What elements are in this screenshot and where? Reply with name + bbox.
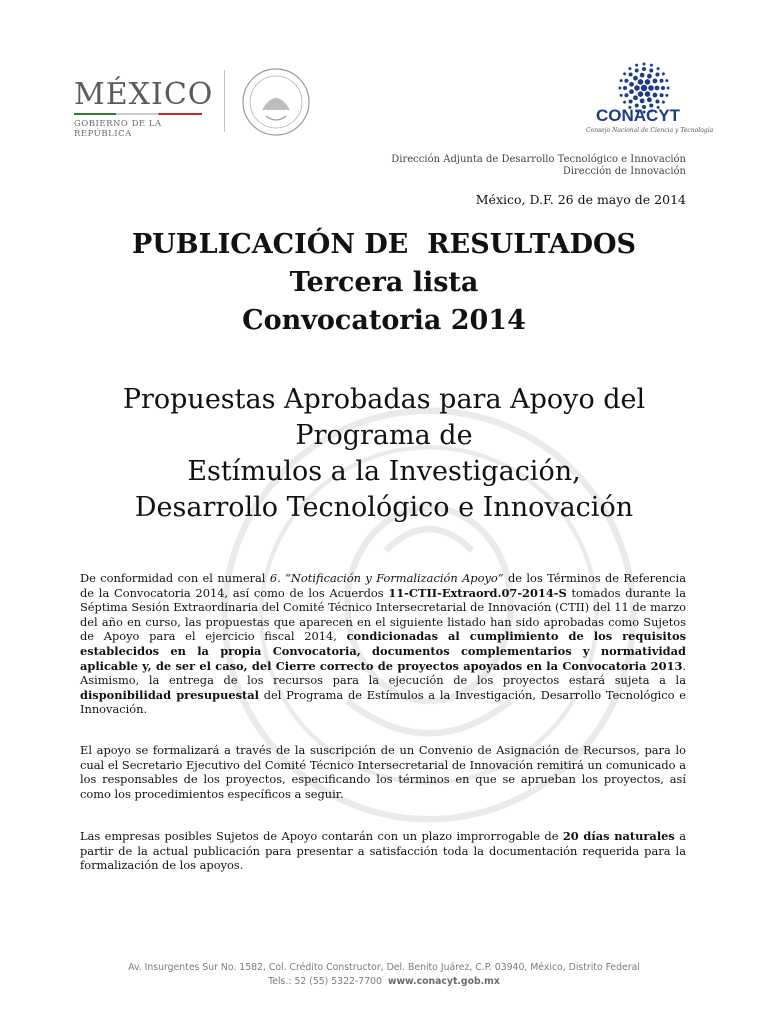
conacyt-logo-dot (642, 67, 646, 71)
p1-text-g: . Asimismo, la entrega de los recursos para la ejecución de los proyectos estará sujeta a la (80, 658, 686, 688)
conacyt-logo-dot (638, 79, 644, 85)
logo-divider (224, 70, 225, 132)
p1-text-a: De conformidad con el numeral (80, 571, 270, 585)
mexico-sub-label: GOBIERNO DE LA REPÚBLICA (74, 119, 162, 139)
conacyt-logo-dot (648, 85, 654, 91)
p1-text-i: del Programa de Estímulos a la Investigación, Desarrollo Tecnológico e Innovación. (80, 687, 686, 717)
document-subtitle (60, 382, 708, 526)
title-line-2: Tercera lista (289, 267, 479, 298)
conacyt-logo-dot (635, 64, 638, 67)
conacyt-logo-dot (624, 79, 628, 83)
conacyt-logo-dot (620, 94, 623, 97)
conacyt-logo-dot (662, 72, 665, 75)
conacyt-logo-dot (650, 64, 653, 67)
conacyt-logo-dot (653, 93, 658, 98)
conacyt-logo-dot (640, 98, 645, 103)
conacyt-logo-dot (660, 93, 664, 97)
directorate-line-1: Dirección Adjunta de Desarrollo Tecnológico e Innovación (391, 154, 686, 165)
conacyt-logo-dot (629, 82, 634, 87)
conacyt-sub-label: Consejo Nacional de Ciencia y Tecnología (586, 127, 714, 134)
conacyt-logo-dot (619, 87, 622, 90)
p1-numeral-reference: 6. “Notificación y Formalización Apoyo” (269, 571, 504, 585)
body-paragraph-2: El apoyo se formalizará a través de la suscripción de un Convenio de Asignación de Recursos, para lo cual el Secretario Ejecutivo del Comité Técnico Intersecretarial de Innovación remitirá un comunicado a los responsables de los proyectos, especificando los términos en que se aprueban los proyectos, así como los procedimientos específicos a seguir. (80, 743, 686, 801)
p3-deadline-bold: 20 días naturales (562, 829, 675, 843)
conacyt-logo-dot (633, 76, 638, 81)
conacyt-logo-dot (660, 79, 664, 83)
conacyt-logo-dot (655, 86, 660, 91)
conacyt-logo-dot (629, 89, 634, 94)
conacyt-logo-dot (655, 73, 659, 77)
conacyt-logo-dot (653, 79, 658, 84)
conacyt-logo-dot (641, 85, 647, 91)
p1-conditions-bold: condicionadas al cumplimiento de los requisitos establecidos en la propia Convocatoria, documentos complementarios y normatividad aplicable y, de ser el caso, del Cierre correcto de proyectos apoyados en la Convocatoria 2013 (80, 629, 686, 673)
p3-text-a: Las empresas posibles Sujetos de Apoyo contarán con un plazo improrrogable de (80, 829, 563, 843)
conacyt-logo-dot (665, 79, 668, 82)
footer-website-link[interactable]: www.conacyt.gob.mx (387, 976, 500, 987)
conacyt-logo-dot (647, 74, 652, 79)
subtitle-line-1: Propuestas Aprobadas para Apoyo del (122, 384, 646, 415)
p3-text-c: a partir de la actual publicación para presentar a satisfacción toda la documentación requerida para la formalización de los apoyos. (80, 829, 686, 873)
footer-contact (0, 976, 768, 987)
conacyt-logo-dot (647, 97, 652, 102)
p1-budget-bold: disponibilidad presupuestal (80, 687, 259, 702)
conacyt-logo-dot (655, 99, 659, 103)
conacyt-logo-dot (620, 79, 623, 82)
p1-text-c: de los Términos de Referencia de la Convocatoria 2014, así como de los Acuerdos (80, 571, 686, 600)
conacyt-logo-dot (665, 94, 668, 97)
mexico-wordmark: MÉXICO (74, 77, 214, 112)
title-line-3: Convocatoria 2014 (242, 305, 526, 336)
body-paragraph-1 (80, 571, 686, 717)
subtitle-line-3: Estímulos a la Investigación, (187, 456, 581, 487)
conacyt-logo-dot (624, 93, 628, 97)
conacyt-logo-dot (645, 91, 651, 97)
directorate-line-2: Dirección de Innovación (562, 166, 686, 177)
conacyt-logo-dot (623, 86, 627, 90)
conacyt-logo-dot (649, 68, 653, 72)
conacyt-logo-dot (635, 68, 639, 72)
conacyt-logo-dot (657, 67, 660, 70)
conacyt-logo-dot (643, 63, 646, 66)
conacyt-logo-dot (640, 73, 645, 78)
conacyt-logo-dot (645, 79, 651, 85)
body-paragraph-3 (80, 829, 686, 873)
document-title (60, 226, 708, 340)
mexico-eagle-seal-icon (232, 66, 320, 138)
conacyt-logo-dot (634, 85, 640, 91)
footer-address: Av. Insurgentes Sur No. 1582, Col. Crédito Constructor, Del. Benito Juárez, C.P. 03940, México, Distrito Federal (128, 962, 640, 973)
conacyt-logo-dot (667, 87, 670, 90)
conacyt-logo-dot (623, 101, 626, 104)
conacyt-logo-dot (638, 91, 644, 97)
conacyt-logo-dot (623, 72, 626, 75)
subtitle-line-4: Desarrollo Tecnológico e Innovación (134, 492, 634, 523)
mexico-government-logo (74, 77, 214, 139)
conacyt-logo-dot (662, 101, 665, 104)
document-date: México, D.F. 26 de mayo de 2014 (475, 192, 686, 207)
flag-stripe (74, 113, 202, 115)
conacyt-logo-dot (629, 73, 633, 77)
conacyt-wordmark: CONACYT (596, 106, 681, 125)
p1-agreement-code: 11-CTII-Extraord.07-2014-S (388, 585, 567, 600)
footer-phone: Tels.: 52 (55) 5322-7700 (268, 976, 382, 987)
conacyt-logo-dot (628, 67, 631, 70)
title-line-1: PUBLICACIÓN DE RESULTADOS (131, 229, 637, 260)
conacyt-logo-dot (661, 86, 665, 90)
subtitle-line-2: Programa de (295, 420, 473, 451)
conacyt-logo-dot (629, 99, 633, 103)
conacyt-logo-dot (633, 95, 638, 100)
p1-text-e: tomados durante la Séptima Sesión Extraordinaria del Comité Técnico Intersecretarial de Innovación (CTII) del 11 de marzo del año en curso, las propuestas que aparecen en el siguiente listado han sido aprobadas como Sujetos de Apoyo para el ejercicio fiscal 2014, (80, 585, 686, 644)
